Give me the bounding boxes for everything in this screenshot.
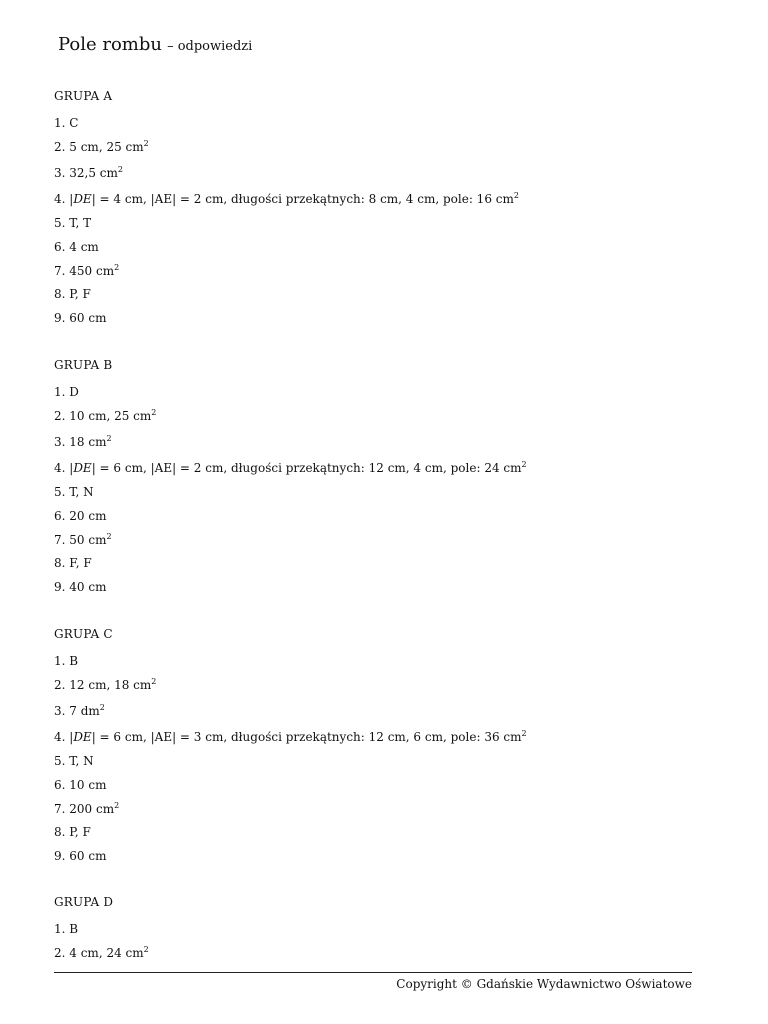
- answer-text: 5. T, N: [54, 485, 94, 499]
- answer-item: [54, 166, 123, 180]
- answer-text: 9. 40 cm: [54, 580, 107, 594]
- answer-text-segment: | = 6 cm, |AE| = 2 cm, długości przekątnych: 12 cm, 4 cm, pole: 24 cm: [91, 461, 522, 475]
- title-main: Pole rombu: [58, 34, 162, 55]
- answer-superscript: 2: [513, 191, 519, 200]
- answer-italic-segment: DE: [73, 461, 92, 475]
- answer-text: 8. P, F: [54, 287, 91, 301]
- answer-text: 3. 7 dm: [54, 704, 100, 718]
- answer-item: [54, 730, 527, 744]
- answer-superscript: 2: [143, 139, 149, 148]
- answer-superscript: 2: [521, 460, 527, 469]
- answer-item: [54, 946, 149, 960]
- answer-item: [54, 678, 156, 692]
- answer-superscript: 2: [117, 165, 123, 174]
- answer-item: [54, 922, 78, 936]
- answer-item: [54, 704, 105, 718]
- answer-text: 3. 32,5 cm: [54, 166, 118, 180]
- answer-text: 7. 450 cm: [54, 264, 115, 278]
- answer-item: [54, 409, 156, 423]
- answer-item: [54, 556, 92, 570]
- answer-text: 9. 60 cm: [54, 311, 107, 325]
- answer-item: [54, 485, 94, 499]
- answer-item: [54, 754, 94, 768]
- answer-text: 3. 18 cm: [54, 435, 107, 449]
- answer-item: [54, 287, 91, 301]
- answer-superscript: 2: [106, 532, 112, 541]
- answer-item: [54, 849, 106, 863]
- answer-text: 2. 10 cm, 25 cm: [54, 409, 152, 423]
- answer-text: 1. C: [54, 116, 79, 130]
- answer-superscript: 2: [114, 263, 120, 272]
- answer-text-segment: | = 6 cm, |AE| = 3 cm, długości przekątnych: 12 cm, 6 cm, pole: 36 cm: [91, 730, 522, 744]
- group-heading: GRUPA C: [54, 627, 113, 641]
- answer-text: 1. B: [54, 654, 79, 668]
- answer-item: [54, 140, 149, 154]
- answer-text-segment: 4. |: [54, 461, 74, 475]
- answer-item: [54, 216, 91, 230]
- answer-item: [54, 240, 99, 254]
- answer-text: 2. 4 cm, 24 cm: [54, 946, 144, 960]
- answer-text: 5. T, T: [54, 216, 92, 230]
- answer-text: 1. B: [54, 922, 79, 936]
- answer-superscript: 2: [114, 801, 120, 810]
- answer-superscript: 2: [106, 434, 112, 443]
- answer-item: [54, 778, 106, 792]
- title-subtitle: – odpowiedzi: [167, 39, 253, 54]
- answer-text: 7. 50 cm: [54, 533, 107, 547]
- answer-item: [54, 825, 91, 839]
- group-heading: GRUPA B: [54, 358, 113, 372]
- answer-superscript: 2: [151, 408, 157, 417]
- answer-item: [54, 264, 119, 278]
- answer-text: 2. 5 cm, 25 cm: [54, 140, 144, 154]
- answer-item: [54, 461, 527, 475]
- answer-italic-segment: DE: [73, 730, 92, 744]
- footer-divider: [54, 972, 692, 973]
- answer-text: 6. 20 cm: [54, 509, 107, 523]
- answer-superscript: 2: [151, 677, 157, 686]
- answer-item: [54, 533, 112, 547]
- answer-text-segment: | = 4 cm, |AE| = 2 cm, długości przekątnych: 8 cm, 4 cm, pole: 16 cm: [91, 192, 514, 206]
- answer-text: 6. 4 cm: [54, 240, 99, 254]
- answer-item: [54, 192, 519, 206]
- answer-text: 8. F, F: [54, 556, 92, 570]
- answer-text: 2. 12 cm, 18 cm: [54, 678, 152, 692]
- answer-text: 1. D: [54, 385, 79, 399]
- answer-text: 8. P, F: [54, 825, 91, 839]
- answer-superscript: 2: [143, 945, 149, 954]
- answer-text-segment: 4. |: [54, 192, 74, 206]
- answer-item: [54, 654, 78, 668]
- answer-text: 5. T, N: [54, 754, 94, 768]
- page-title: [58, 34, 252, 55]
- answer-item: [54, 435, 112, 449]
- answer-item: [54, 385, 79, 399]
- answer-superscript: 2: [521, 729, 527, 738]
- answer-item: [54, 509, 106, 523]
- answer-text: 7. 200 cm: [54, 802, 115, 816]
- group-heading: GRUPA A: [54, 89, 113, 103]
- footer-copyright: Copyright © Gdańskie Wydawnictwo Oświatowe: [396, 977, 692, 991]
- answer-text: 6. 10 cm: [54, 778, 107, 792]
- answer-text: 9. 60 cm: [54, 849, 107, 863]
- answer-item: [54, 116, 78, 130]
- group-heading: GRUPA D: [54, 895, 114, 909]
- answer-superscript: 2: [99, 703, 105, 712]
- answer-item: [54, 802, 119, 816]
- answer-text-segment: 4. |: [54, 730, 74, 744]
- answer-item: [54, 311, 106, 325]
- answer-italic-segment: DE: [73, 192, 92, 206]
- answer-item: [54, 580, 106, 594]
